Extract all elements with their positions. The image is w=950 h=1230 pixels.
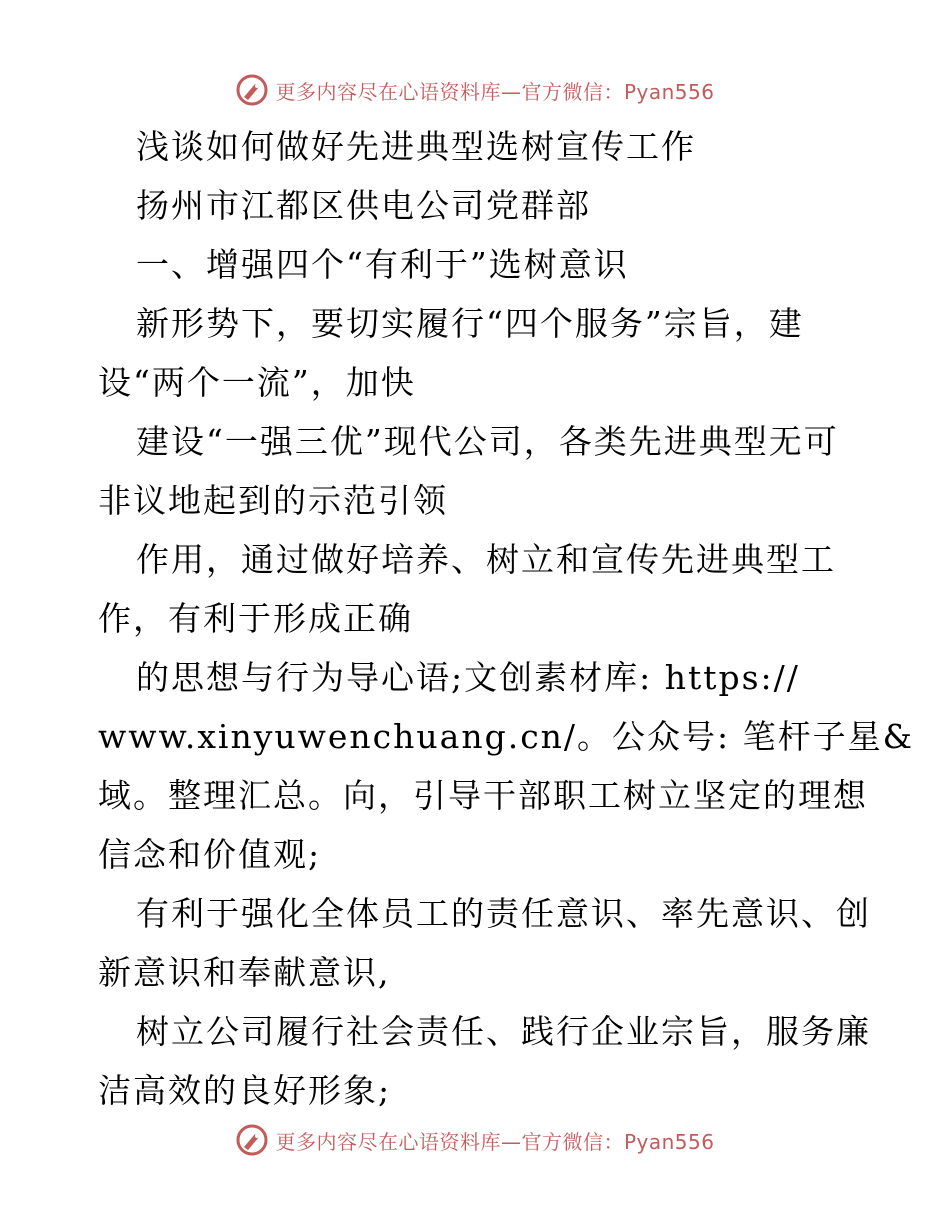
document-title: 浅谈如何做好先进典型选树宣传工作: [136, 127, 696, 166]
paragraph-line: 洁高效的良好形象;: [98, 1071, 392, 1110]
pen-nib-logo-icon: [235, 73, 269, 107]
paragraph-line: www.xinyuwenchuang.cn/。公众号: 笔杆子星&: [98, 717, 915, 756]
paragraph-line: 非议地起到的示范引领: [98, 481, 448, 520]
header-watermark-text: 更多内容尽在心语资料库—官方微信：Pyan556: [275, 79, 715, 104]
paragraph-line: 新意识和奉献意识,: [98, 953, 391, 992]
document-body: [98, 117, 915, 1120]
paragraph-line: 作，有利于形成正确: [98, 599, 413, 638]
section-heading: 一、增强四个“有利于”选树意识: [136, 245, 629, 284]
paragraph-line: 作用，通过做好培养、树立和宣传先进典型工: [136, 540, 836, 579]
footer-watermark-text: 更多内容尽在心语资料库—官方微信：Pyan556: [275, 1129, 715, 1154]
paragraph-line: 设“两个一流”，加快: [98, 363, 416, 402]
document-author: 扬州市江都区供电公司党群部: [136, 186, 591, 225]
paragraph-line: 建设“一强三优”现代公司，各类先进典型无可: [136, 422, 839, 461]
paragraph-line: 新形势下，要切实履行“四个服务”宗旨，建: [136, 304, 804, 343]
footer-watermark: [0, 1120, 950, 1160]
header-watermark: [0, 70, 950, 110]
pen-nib-logo-icon: [235, 1123, 269, 1157]
paragraph-line: 的思想与行为导心语;文创素材库: https://: [136, 658, 800, 697]
paragraph-line: 信念和价值观;: [98, 835, 322, 874]
paragraph-line: 有利于强化全体员工的责任意识、率先意识、创: [136, 894, 871, 933]
paragraph-line: 域。整理汇总。向，引导干部职工树立坚定的理想: [98, 776, 868, 815]
paragraph-line: 树立公司履行社会责任、践行企业宗旨，服务廉: [136, 1012, 871, 1051]
